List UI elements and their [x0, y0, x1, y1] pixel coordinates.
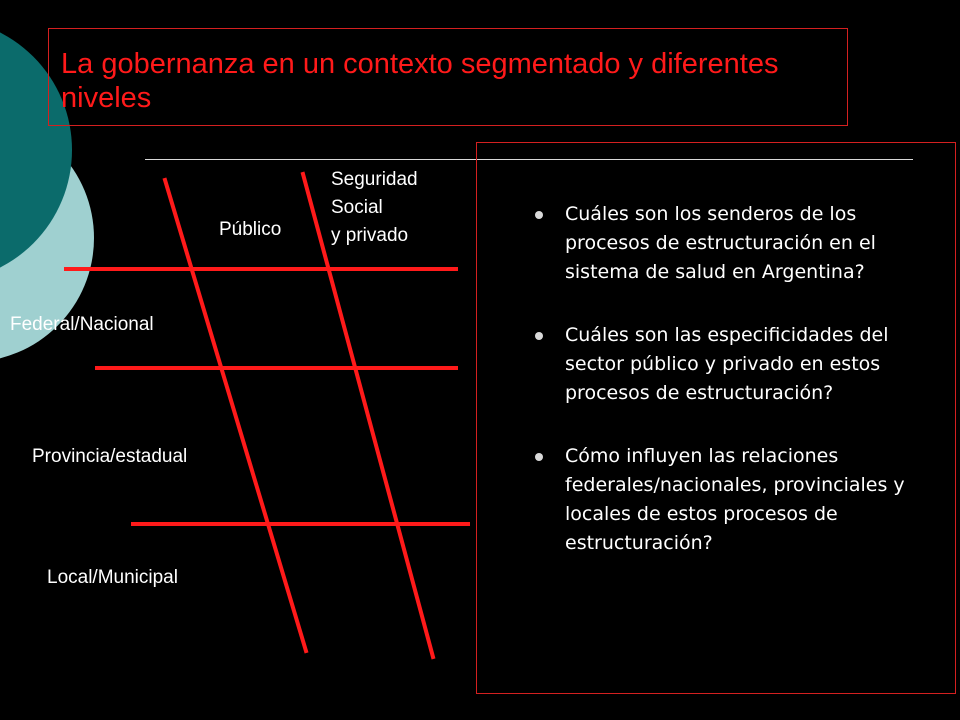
bullet-icon — [535, 332, 543, 340]
question-text: Cuáles son las especificidades del sector público y privado en estos procesos de estructuración? — [565, 324, 889, 404]
question-item — [533, 442, 923, 558]
question-text: Cuáles son los senderos de los procesos de estructuración en el sistema de salud en Argentina? — [565, 203, 876, 283]
label-seguridad-social-privado — [331, 166, 418, 250]
label-local-municipal: Local/Municipal — [47, 567, 178, 588]
label-provincia-estadual: Provincia/estadual — [32, 446, 188, 467]
slide-title: La gobernanza en un contexto segmentado y diferentes niveles — [61, 48, 779, 114]
label-federal-nacional: Federal/Nacional — [10, 314, 154, 335]
bullet-icon — [535, 211, 543, 219]
question-item — [533, 200, 923, 287]
sector-line-publico — [165, 180, 306, 651]
question-text: Cómo influyen las relaciones federales/nacionales, provinciales y locales de estos procesos de estructuración? — [565, 445, 905, 554]
bullet-icon — [535, 453, 543, 461]
question-item — [533, 321, 923, 408]
label-seguridad-line1: Seguridad — [331, 169, 418, 190]
label-seguridad-line2: Social — [331, 197, 383, 218]
questions-list — [533, 200, 923, 592]
label-seguridad-line3: y privado — [331, 225, 409, 246]
label-publico: Público — [219, 219, 282, 240]
